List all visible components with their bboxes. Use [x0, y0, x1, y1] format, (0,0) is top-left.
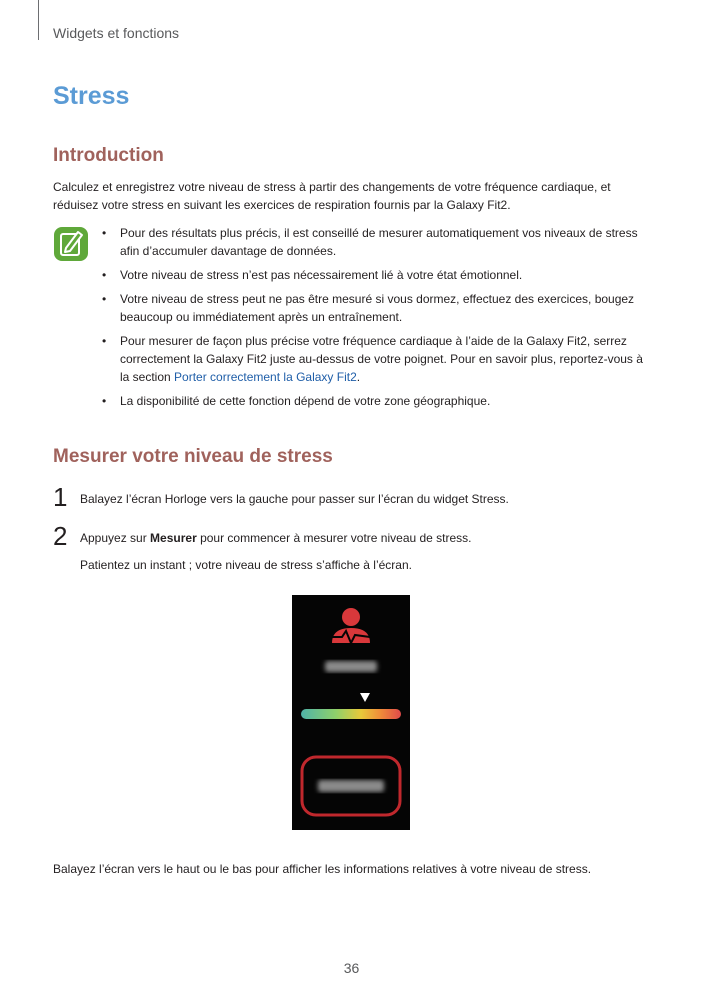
note-line: Votre niveau de stress peut ne pas être mesuré si vous dormez, effectuez des exercices, bougez	[120, 292, 635, 306]
measure-button[interactable]	[302, 757, 400, 815]
note-line	[120, 368, 655, 386]
bullet: •	[102, 268, 107, 282]
note-line: Pour mesurer de façon plus précise votre fréquence cardiaque à l’aide de la Galaxy Fit2, serrez	[120, 334, 627, 348]
bullet: •	[102, 334, 107, 348]
list-item	[100, 290, 655, 326]
intro-line-2: réduisez votre stress en suivant les exercices de respiration fournis par la Galaxy Fit2.	[53, 198, 511, 212]
step-2-text	[80, 529, 472, 547]
note-line: beaucoup ou immédiatement après un entraînement.	[120, 310, 403, 324]
wear-guide-link[interactable]: Porter correctement la Galaxy Fit2	[174, 370, 357, 384]
stress-widget-screen	[292, 595, 410, 830]
note-line: Votre niveau de stress n’est pas nécessairement lié à votre état émotionnel.	[120, 268, 523, 282]
bullet: •	[102, 226, 107, 240]
intro-paragraph	[53, 178, 653, 214]
note-line: afin d’accumuler davantage de données.	[120, 244, 337, 258]
note-text: .	[356, 370, 361, 384]
stress-level-bar	[301, 709, 401, 719]
page-number: 36	[343, 960, 360, 976]
bullet: •	[102, 394, 107, 408]
device-screen	[292, 595, 410, 830]
bullet: •	[102, 292, 107, 306]
page-title: Stress	[53, 82, 130, 110]
step-2-prefix: Appuyez sur	[80, 531, 151, 545]
list-item	[100, 224, 655, 260]
header-title: Widgets et fonctions	[53, 25, 180, 41]
intro-line-1: Calculez et enregistrez votre niveau de stress à partir des changements de votre fréquence cardiaque, et	[53, 180, 611, 194]
step-1-number: 1	[53, 482, 68, 512]
list-item	[100, 332, 655, 386]
step-2-bold: Mesurer	[150, 531, 197, 545]
step-1-text: Balayez l’écran Horloge vers la gauche pour passer sur l’écran du widget Stress.	[80, 492, 509, 506]
list-item	[100, 392, 655, 410]
stress-level-marker-icon	[360, 693, 370, 702]
intro-heading: Introduction	[53, 145, 164, 166]
list-item	[100, 266, 655, 284]
note-list	[100, 224, 655, 416]
step-2-number: 2	[53, 521, 68, 551]
header-rule	[38, 0, 39, 40]
stress-person-icon	[332, 608, 370, 643]
caption: Balayez l’écran vers le haut ou le bas pour afficher les informations relatives à votre niveau de stress.	[53, 862, 592, 876]
measure-heading: Mesurer votre niveau de stress	[53, 446, 333, 467]
note-line: La disponibilité de cette fonction dépend de votre zone géographique.	[120, 394, 491, 408]
note-icon	[53, 226, 89, 262]
note-text: la section	[120, 370, 175, 384]
step-2-subtext: Patientez un instant ; votre niveau de stress s’affiche à l’écran.	[80, 558, 412, 572]
stress-value-blurred	[325, 661, 377, 672]
note-line: correctement la Galaxy Fit2 juste au-dessus de votre poignet. Pour en savoir plus, reportez-vous à	[120, 352, 643, 366]
step-2-suffix: pour commencer à mesurer votre niveau de stress.	[196, 531, 472, 545]
note-line: Pour des résultats plus précis, il est conseillé de mesurer automatiquement vos niveaux de stress	[120, 226, 638, 240]
